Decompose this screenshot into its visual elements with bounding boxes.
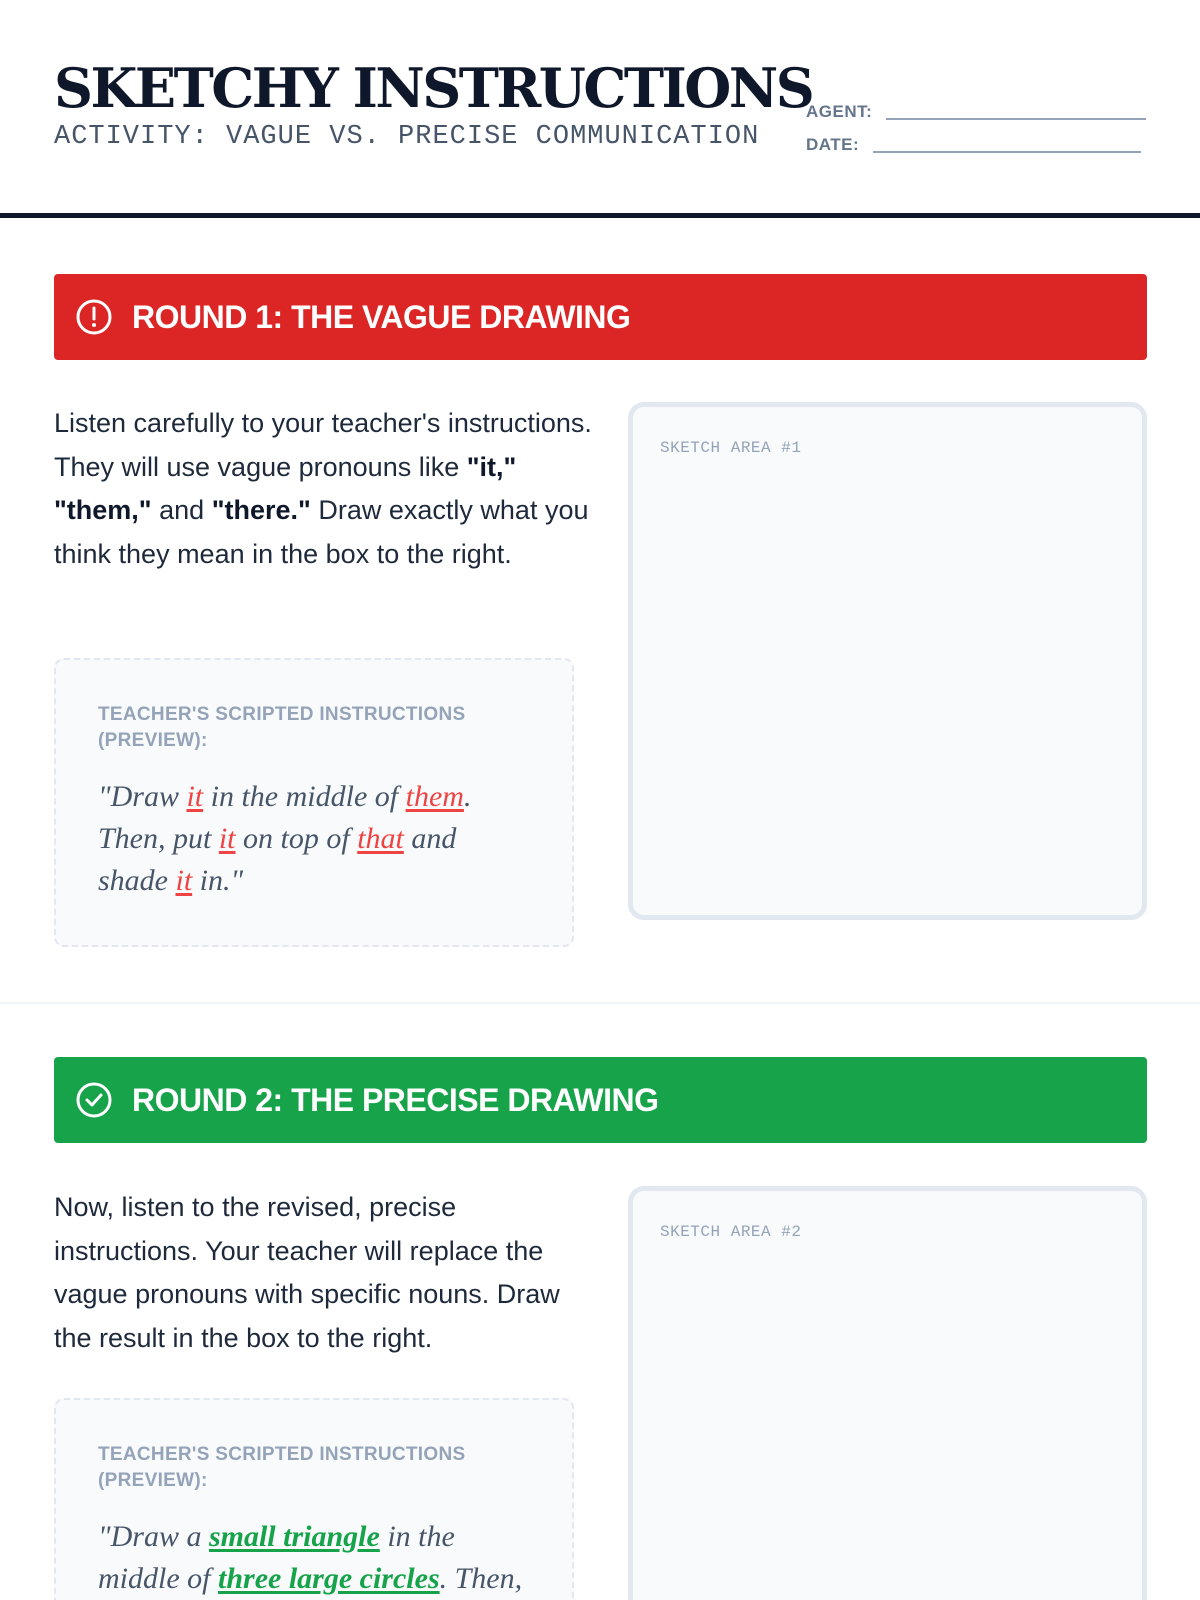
- quote-text: in.": [192, 864, 244, 897]
- precise-word: small triangle: [208, 1520, 380, 1553]
- round2-script-label: TEACHER'S SCRIPTED INSTRUCTIONS (PREVIEW):: [98, 1444, 466, 1491]
- quote-text: "Draw: [98, 780, 187, 813]
- agent-write-line[interactable]: [886, 118, 1146, 120]
- quote-text: on top of: [235, 822, 358, 855]
- worksheet-header: [0, 0, 1200, 218]
- round1-banner: [54, 274, 1147, 360]
- page-title: SKETCHY INSTRUCTIONS: [54, 56, 813, 120]
- round1-intro-text: Listen carefully to your teacher's instructions. They will use vague pronouns like: [54, 408, 592, 482]
- date-write-line[interactable]: [873, 151, 1141, 153]
- round1-script-quote: [98, 776, 532, 902]
- quote-text: . Then,: [439, 1562, 523, 1595]
- activity-subtitle: ACTIVITY: VAGUE VS. PRECISE COMMUNICATION: [54, 122, 760, 152]
- vague-word: that: [357, 822, 404, 855]
- round2-banner: [54, 1057, 1147, 1143]
- sketch-area-1-label: SKETCH AREA #1: [660, 439, 802, 457]
- round2-script-box: [54, 1398, 574, 1600]
- round1-script-label: TEACHER'S SCRIPTED INSTRUCTIONS (PREVIEW):: [98, 704, 466, 751]
- date-field[interactable]: [806, 135, 1141, 155]
- quote-text: in the middle of: [98, 1520, 455, 1595]
- precise-word: three large circles: [218, 1562, 440, 1595]
- alert-circle-icon: [74, 297, 114, 337]
- round1-intro-text-2: Draw exactly what you think they mean in the box to the right.: [54, 495, 589, 569]
- round1-instructions: [54, 402, 594, 576]
- agent-label: AGENT:: [806, 102, 873, 121]
- quote-text: . Then, put: [98, 780, 472, 855]
- sketch-area-2[interactable]: [628, 1186, 1147, 1600]
- round2-title: ROUND 2: THE PRECISE DRAWING: [132, 1081, 659, 1118]
- section-divider: [0, 1002, 1200, 1004]
- pronoun-there: "there.": [211, 495, 311, 525]
- round1-intro-and: and: [159, 495, 205, 525]
- round1-script-box: [54, 658, 574, 947]
- sketch-area-1[interactable]: [628, 402, 1147, 920]
- quote-text: in the middle of: [203, 780, 406, 813]
- round2-instructions: Now, listen to the revised, precise instructions. Your teacher will replace the vague pronouns with specific nouns. Draw the result in the box to the right.: [54, 1192, 560, 1353]
- agent-field[interactable]: [806, 102, 1146, 122]
- check-circle-icon: [74, 1080, 114, 1120]
- sketch-area-2-label: SKETCH AREA #2: [660, 1223, 802, 1241]
- vague-word: it: [186, 780, 204, 813]
- pronoun-it: "it,": [466, 451, 517, 482]
- round1-title: ROUND 1: THE VAGUE DRAWING: [132, 298, 631, 335]
- round2-script-quote: [98, 1516, 532, 1600]
- quote-text: "Draw a: [98, 1520, 209, 1553]
- vague-word: it: [218, 822, 236, 855]
- vague-word: them: [405, 780, 464, 813]
- quote-text: and shade: [98, 822, 457, 897]
- pronoun-them: "them,": [54, 495, 152, 525]
- date-label: DATE:: [806, 135, 860, 154]
- vague-word: it: [175, 864, 193, 897]
